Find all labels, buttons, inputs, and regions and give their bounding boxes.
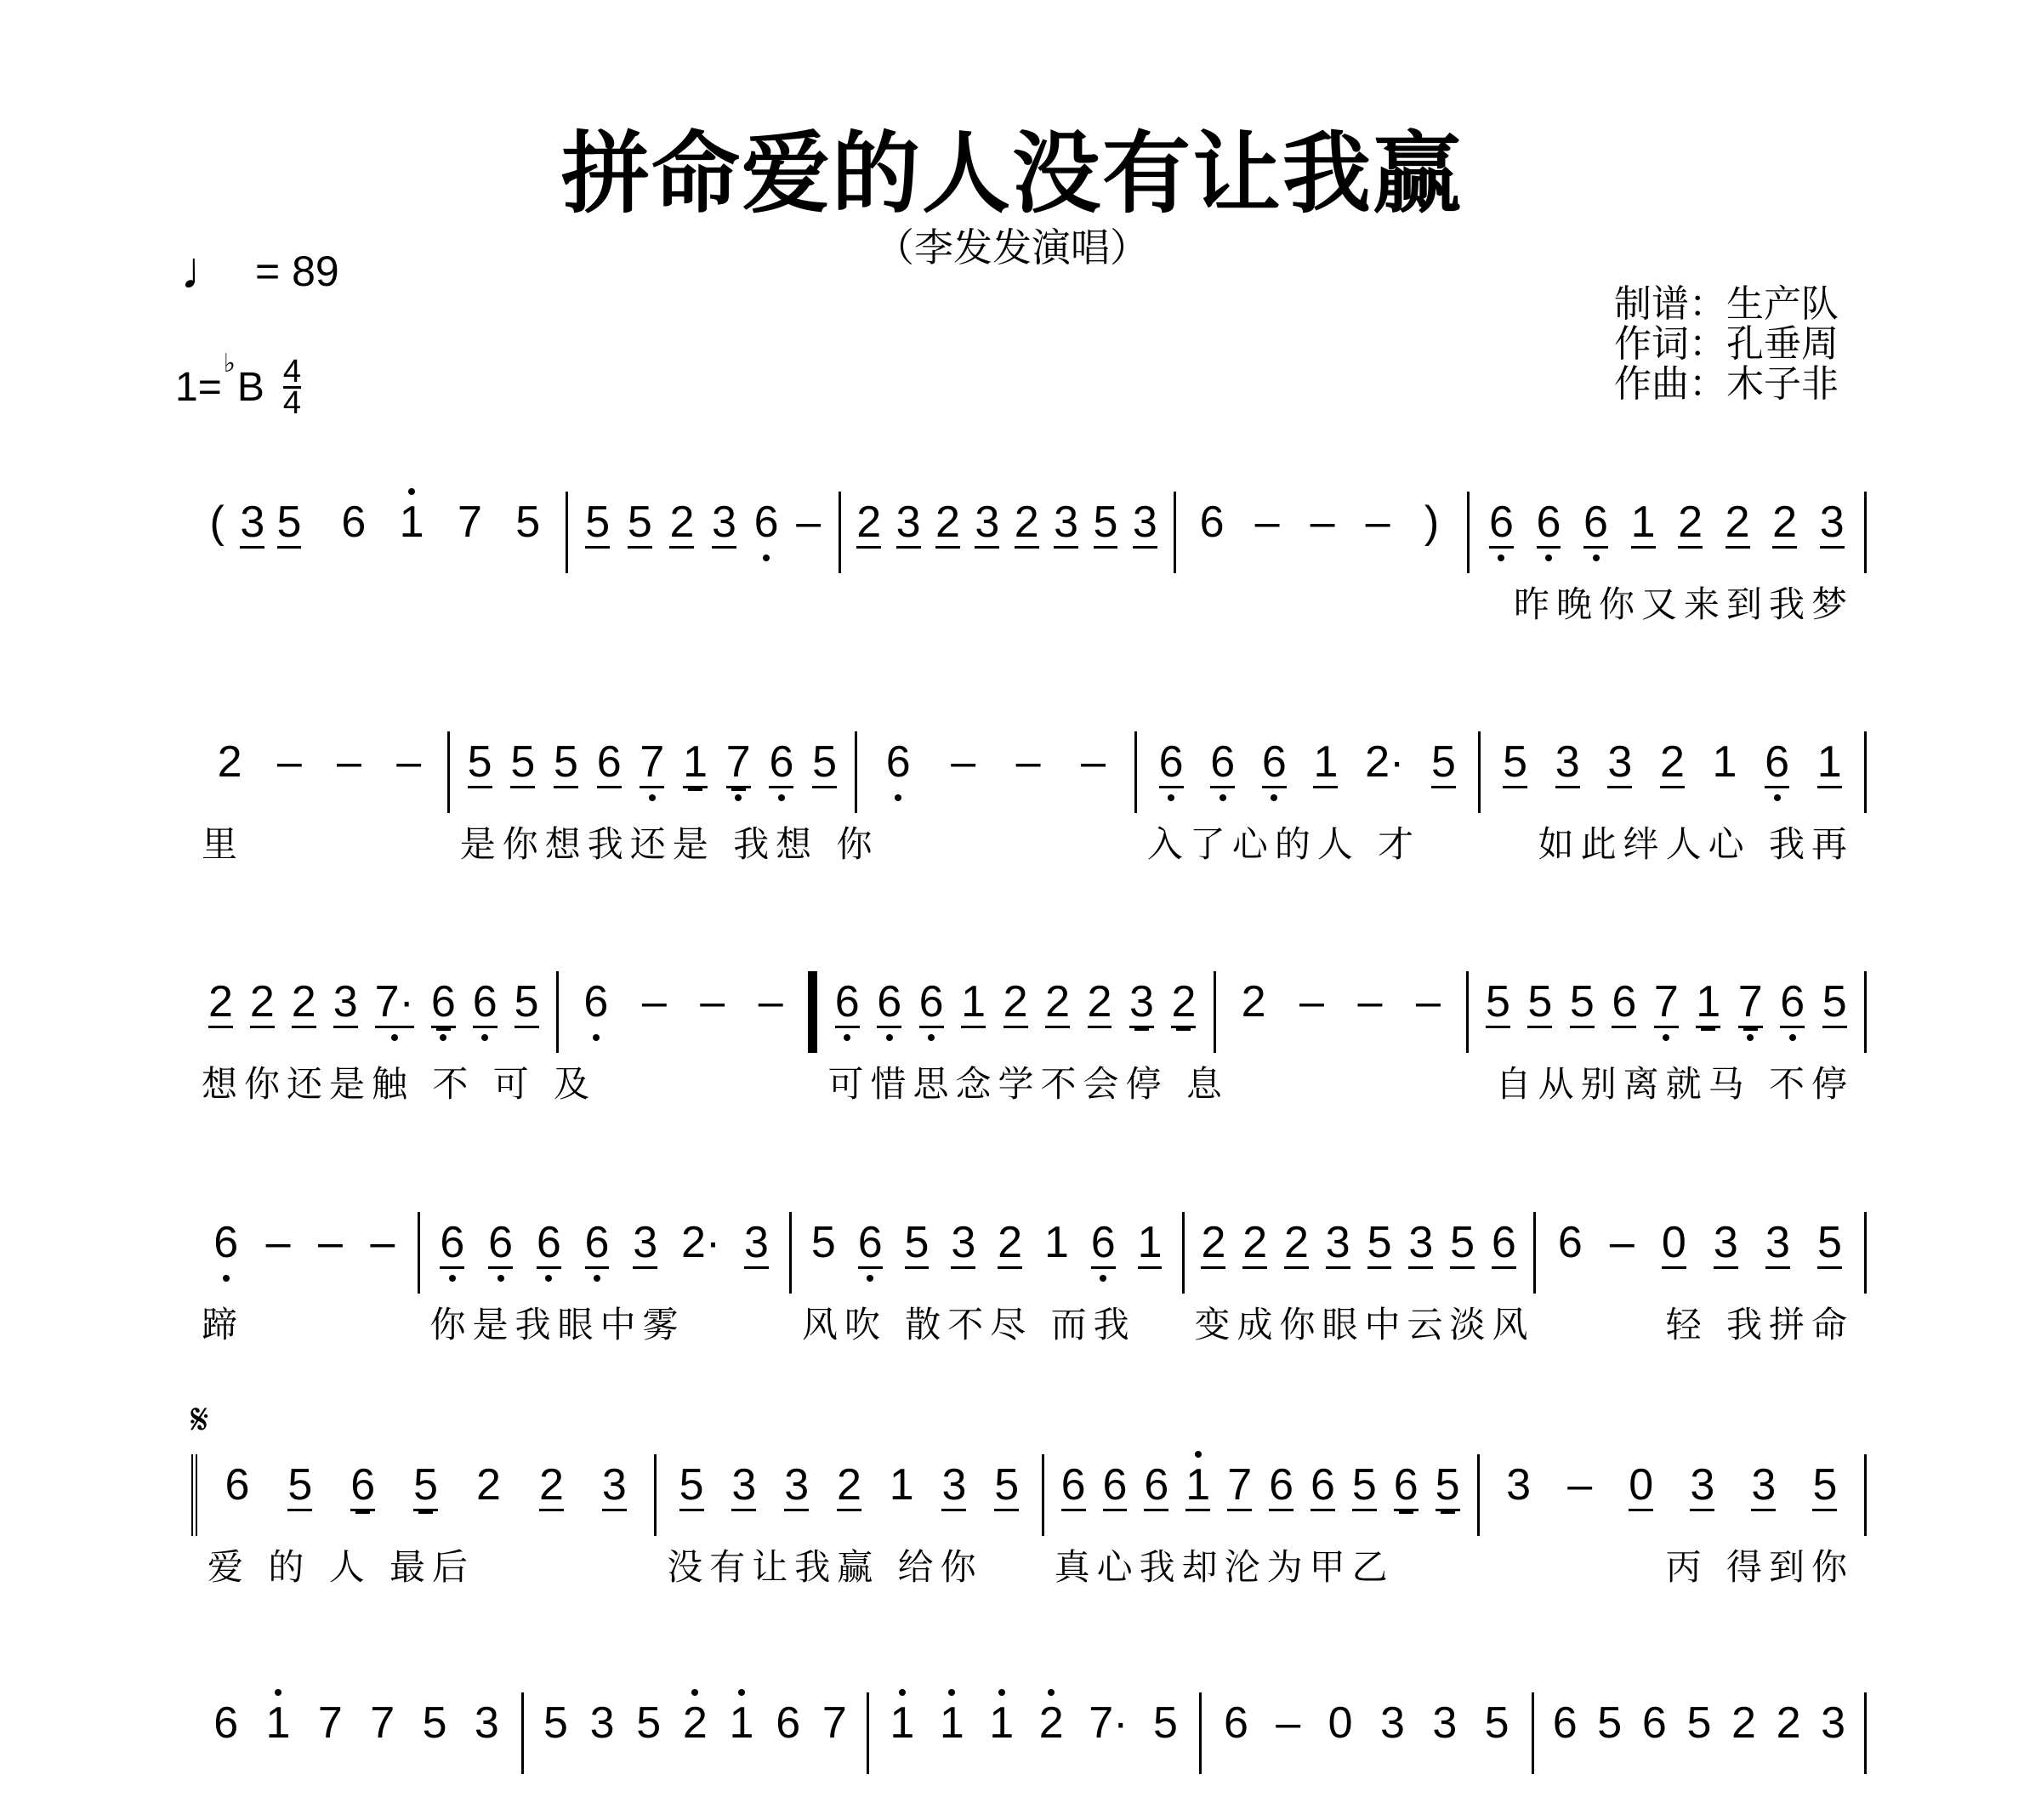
note: 7· [1089, 1698, 1129, 1748]
note: 6 [1310, 1460, 1335, 1510]
measure [191, 731, 450, 865]
note: 5 [585, 498, 611, 547]
dash-extension: – [796, 498, 822, 547]
note: 3 [1751, 1460, 1777, 1510]
credit-composer: 作曲：木子非 [1614, 362, 1839, 406]
note: 3 [1690, 1460, 1715, 1510]
note: 3 [589, 1698, 615, 1748]
note: 7 [1653, 977, 1679, 1027]
note: 6 [1536, 498, 1561, 547]
dash-extension: – [1299, 977, 1324, 1027]
score-row [191, 731, 1867, 865]
dash-extension: – [1081, 737, 1106, 787]
measure [1185, 1212, 1536, 1345]
note: 2 [1171, 977, 1197, 1027]
lyrics: 是你想我还是 我想 你 [459, 823, 879, 865]
measure [1176, 492, 1470, 573]
note: 1 [683, 737, 708, 787]
note: 6 [918, 977, 944, 1027]
note: 1 [1712, 737, 1737, 787]
note: 5 [287, 1460, 313, 1510]
dash-extension: – [276, 737, 302, 787]
lyrics: 蹄 [202, 1304, 245, 1345]
note: 2 [1731, 1698, 1756, 1748]
note: 6 [776, 1698, 801, 1748]
lyrics: 想你还是触 不 可 及 [202, 1063, 597, 1105]
lyrics: 昨晚你又来到我梦 [1513, 583, 1854, 625]
measure [792, 1212, 1185, 1345]
note: 7 [317, 1698, 343, 1748]
measure [568, 492, 841, 573]
note: 6 [877, 977, 902, 1027]
note: 5 [1597, 1698, 1623, 1748]
measure [191, 1454, 657, 1588]
note: 5 [1822, 977, 1847, 1027]
note: 1 [1043, 1218, 1069, 1267]
note: 6 [1557, 1218, 1583, 1267]
note: 6 [341, 498, 367, 547]
note: 1 [1137, 1218, 1163, 1267]
note: 2 [538, 1460, 564, 1510]
dash-extension: – [951, 737, 976, 787]
dash-extension: – [1567, 1460, 1593, 1510]
score-row [191, 1692, 1867, 1820]
note: 2 [1241, 977, 1266, 1027]
note: 3 [1054, 498, 1079, 547]
note: 3 [474, 1698, 499, 1748]
note: 3 [1325, 1218, 1350, 1267]
note: 6 [1488, 498, 1514, 547]
note: 3 [1506, 1460, 1532, 1510]
note: 2 [291, 977, 316, 1027]
note: 5 [467, 737, 492, 787]
note: 1 [961, 977, 986, 1027]
note: 6 [769, 737, 794, 787]
note: 3 [1408, 1218, 1434, 1267]
note: 6 [1552, 1698, 1578, 1748]
measure [810, 971, 1229, 1105]
tempo-marking [180, 242, 339, 300]
note: 2 [856, 498, 882, 547]
note: 5 [1527, 977, 1553, 1027]
note: 3 [1713, 1218, 1738, 1267]
quarter-note-icon: ♩ [180, 242, 233, 300]
note: 5 [1367, 1218, 1392, 1267]
lyrics: 丙 得到你 [1665, 1546, 1854, 1588]
measure [1469, 971, 1867, 1105]
note: 5 [1435, 1460, 1460, 1510]
credit-lyrics: 作词：孔垂周 [1614, 322, 1839, 366]
note: 7 [822, 1698, 847, 1748]
dash-extension: – [317, 1218, 343, 1267]
note: 6 [536, 1218, 561, 1267]
note: 2 [998, 1218, 1023, 1267]
note: 3 [633, 1218, 658, 1267]
note: 5 [422, 1698, 447, 1748]
note: 5 [543, 1698, 568, 1748]
singer-subtitle: （李发发演唱） [875, 225, 1149, 270]
note: 5 [510, 737, 536, 787]
time-sig-bottom: 4 [282, 385, 302, 421]
dash-extension: – [337, 737, 361, 787]
note: 2 [1038, 1698, 1064, 1748]
note: 6 [488, 1218, 514, 1267]
note: 2 [1659, 737, 1685, 787]
note: 3 [240, 498, 265, 547]
note: 6 [753, 498, 779, 547]
dash-extension: – [1310, 498, 1335, 547]
note: 2 [836, 1460, 861, 1510]
lyrics: 没有让我赢 给你 [667, 1546, 983, 1588]
note: 6 [430, 977, 456, 1027]
note: 5 [904, 1218, 930, 1267]
note: 3 [1607, 737, 1633, 787]
note: 6 [213, 1698, 239, 1748]
note: 1 [989, 1698, 1015, 1748]
note: 6 [1583, 498, 1608, 547]
note: 2 [682, 1698, 708, 1748]
note: 7 [457, 498, 482, 547]
note: 3 [601, 1460, 627, 1510]
note: 2 [1014, 498, 1039, 547]
note: 1 [1630, 498, 1656, 547]
note: 2 [1725, 498, 1750, 547]
note: 1 [1185, 1460, 1211, 1510]
note: 6 [440, 1218, 465, 1267]
note: 3 [1132, 498, 1157, 547]
note: 3 [1819, 498, 1845, 547]
note: 6 [1269, 1460, 1293, 1510]
measure [1536, 1212, 1867, 1345]
measure [1216, 971, 1469, 1053]
note: 2 [208, 977, 233, 1027]
note: 3 [895, 498, 921, 547]
note: 7· [374, 977, 414, 1027]
note: 2· [1365, 737, 1405, 787]
score-row [191, 492, 1867, 625]
note: 6 [1491, 1218, 1516, 1267]
note: 3 [1555, 737, 1580, 787]
dash-extension: – [1276, 1698, 1301, 1748]
measure [1534, 1692, 1867, 1774]
dash-extension: – [370, 1218, 395, 1267]
dash-extension: – [1254, 498, 1280, 547]
note: 6 [584, 1218, 610, 1267]
note: 5 [1569, 977, 1595, 1027]
measure [559, 971, 811, 1053]
note: 3 [731, 1460, 757, 1510]
lyrics: 爱 的 人 最后 [208, 1546, 475, 1588]
note: 5 [1686, 1698, 1712, 1748]
score-row [191, 971, 1867, 1105]
note: 5 [1485, 977, 1510, 1027]
note: 6 [225, 1460, 250, 1510]
note: 3 [975, 498, 1000, 547]
note: 5 [1450, 1218, 1475, 1267]
note: 3 [951, 1218, 976, 1267]
note: 2 [1003, 977, 1028, 1027]
dash-extension: – [758, 977, 783, 1027]
note: 6 [1393, 1460, 1419, 1510]
note: 5 [636, 1698, 662, 1748]
measure [1480, 1454, 1867, 1588]
dash-extension: – [1415, 977, 1441, 1027]
bracket: ) [1424, 498, 1440, 547]
note: 1 [890, 1698, 915, 1748]
note: 1 [265, 1698, 291, 1748]
note: 5 [1816, 1218, 1842, 1267]
key-note: B [236, 365, 264, 410]
note: 5 [1093, 498, 1118, 547]
note: 5 [1484, 1698, 1509, 1748]
note: 5 [515, 498, 541, 547]
note: 2 [935, 498, 960, 547]
lyrics: 变成你眼中云淡风 [1194, 1304, 1535, 1345]
note: 0 [1629, 1460, 1654, 1510]
measure [1481, 731, 1867, 865]
note: 2 [217, 737, 242, 787]
note: 0 [1661, 1218, 1686, 1267]
note: 0 [1328, 1698, 1353, 1748]
note: 2· [680, 1218, 721, 1267]
note: 6 [350, 1460, 376, 1510]
note: 2 [1772, 498, 1798, 547]
note: 7 [370, 1698, 395, 1748]
note: 5 [276, 498, 302, 547]
credits [1614, 284, 1839, 404]
dash-extension: – [1609, 1218, 1635, 1267]
note: 2 [1284, 1218, 1309, 1267]
measure [191, 1212, 420, 1345]
measure [524, 1692, 869, 1774]
note: 6 [1765, 737, 1790, 787]
note: 7 [1227, 1460, 1253, 1510]
note: 5 [994, 1460, 1020, 1510]
lyrics: 轻 我拼命 [1665, 1304, 1854, 1345]
note: 2 [1045, 977, 1070, 1027]
note: 3 [1765, 1218, 1790, 1267]
bracket: ( [209, 498, 225, 547]
lyrics: 可惜思念学不会停 息 [827, 1063, 1229, 1105]
note: 6 [1144, 1460, 1169, 1510]
note: 5 [627, 498, 652, 547]
measure [420, 1212, 792, 1345]
measure [191, 1692, 524, 1774]
measure [1202, 1692, 1534, 1774]
note: 5 [812, 737, 838, 787]
note: 5 [1503, 737, 1528, 787]
note: 7 [1737, 977, 1763, 1027]
lyrics: 真心我却沦为甲乙 [1054, 1546, 1395, 1588]
note: 3 [744, 1218, 769, 1267]
note: 3 [712, 498, 736, 547]
note: 5 [413, 1460, 439, 1510]
note: 1 [889, 1460, 914, 1510]
measure [857, 731, 1137, 813]
note: 7 [725, 737, 751, 787]
note: 5 [1351, 1460, 1377, 1510]
note: 2 [1087, 977, 1112, 1027]
tempo-value: = 89 [255, 247, 339, 295]
note: 6 [834, 977, 860, 1027]
time-signature [282, 354, 302, 421]
dash-extension: – [700, 977, 725, 1027]
lyrics: 里 [202, 823, 245, 865]
key-signature [175, 350, 302, 421]
note: 5 [679, 1460, 704, 1510]
note: 3 [941, 1460, 967, 1510]
lyrics: 自从别离就马 不停 [1495, 1063, 1855, 1105]
score-row [191, 1454, 1867, 1588]
dash-extension: – [1015, 737, 1041, 787]
note: 3 [1129, 977, 1154, 1027]
song-title: 拼命爱的人没有让我赢 [560, 122, 1463, 225]
note: 3 [1432, 1698, 1458, 1748]
score-row [191, 1212, 1867, 1345]
dash-extension: – [1365, 498, 1390, 547]
note: 5 [810, 1218, 836, 1267]
measure [1470, 492, 1867, 625]
credit-score: 制谱：生产队 [1614, 282, 1839, 326]
note: 1 [1696, 977, 1721, 1027]
note: 5 [1812, 1460, 1838, 1510]
measure [316, 492, 568, 573]
note: 2 [1201, 1218, 1226, 1267]
note: 2 [249, 977, 275, 1027]
note: 6 [885, 737, 911, 787]
note: 6 [1780, 977, 1805, 1027]
flat-icon: ♭ [223, 350, 236, 378]
note: 6 [1612, 977, 1637, 1027]
lyrics: 入了心的人 才 [1146, 823, 1421, 865]
note: 3 [784, 1460, 810, 1510]
measure [869, 1692, 1202, 1774]
note: 6 [1261, 737, 1287, 787]
note: 1 [1313, 737, 1339, 787]
dash-extension: – [265, 1218, 291, 1267]
note: 6 [596, 737, 622, 787]
note: 2 [1242, 1218, 1268, 1267]
note: 5 [1152, 1698, 1178, 1748]
note: 2 [669, 498, 695, 547]
note: 1 [729, 1698, 754, 1748]
time-sig-top: 4 [282, 354, 302, 390]
note: 1 [939, 1698, 964, 1748]
note: 2 [1678, 498, 1703, 547]
lyrics: 如此绊人心 我再 [1538, 823, 1854, 865]
note: 6 [1090, 1218, 1116, 1267]
note: 3 [1379, 1698, 1405, 1748]
measure [841, 492, 1176, 573]
measure [191, 492, 316, 573]
dash-extension: – [641, 977, 667, 1027]
note: 7 [640, 737, 665, 787]
lyrics: 你是我眼中雾 [429, 1304, 685, 1345]
lyrics: 风吹 散不尽 而我 [801, 1304, 1136, 1345]
measure [1137, 731, 1481, 865]
measure [191, 971, 597, 1105]
measure [657, 1454, 1043, 1588]
note: 1 [399, 498, 424, 547]
note: 3 [1821, 1698, 1846, 1748]
note: 6 [472, 977, 497, 1027]
key-prefix: 1= [175, 365, 222, 410]
note: 6 [1223, 1698, 1248, 1748]
note: 3 [333, 977, 358, 1027]
note: 6 [1210, 737, 1236, 787]
note: 5 [514, 977, 539, 1027]
note: 5 [1431, 737, 1456, 787]
measure [1044, 1454, 1480, 1588]
note: 6 [1641, 1698, 1667, 1748]
dash-extension: – [396, 737, 422, 787]
note: 6 [583, 977, 609, 1027]
note: 1 [1816, 737, 1842, 787]
note: 6 [213, 1218, 239, 1267]
note: 6 [1158, 737, 1184, 787]
dash-extension: – [1357, 977, 1383, 1027]
note: 5 [554, 737, 578, 787]
note: 6 [1102, 1460, 1128, 1510]
note: 6 [857, 1218, 883, 1267]
note: 6 [1060, 1460, 1086, 1510]
note: 2 [476, 1460, 501, 1510]
note: 6 [1199, 498, 1225, 547]
note: 2 [1776, 1698, 1801, 1748]
segno-icon: 𝄋 [190, 1395, 209, 1444]
measure [450, 731, 879, 865]
